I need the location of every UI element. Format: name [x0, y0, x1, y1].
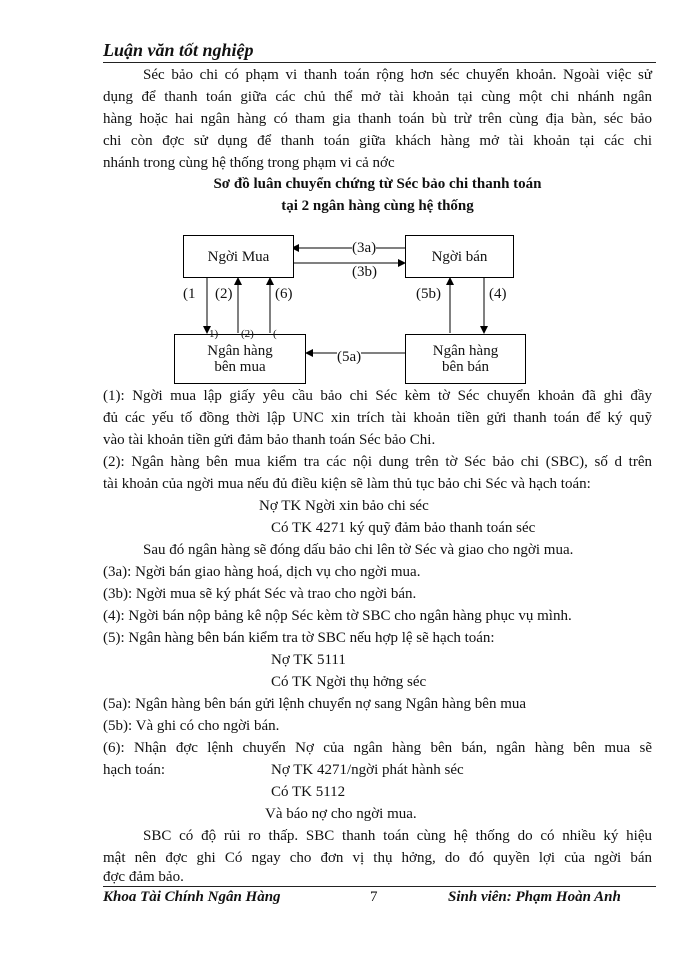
label-3a: (3a)	[352, 240, 377, 256]
label-5a: (5a)	[337, 349, 362, 365]
closing-line: đợc đảm bảo.	[103, 869, 184, 885]
label-1: (1	[183, 286, 196, 302]
diagram-title: Sơ đồ luân chuyển chứng từ Séc bảo chi thanh toán	[213, 176, 542, 192]
label-fragment: 1)	[209, 328, 219, 340]
step-1-line: đủ các yếu tố đồng thời lập UNC xin trích tài khoản tiền gửi thanh toán để ký quỹ	[103, 410, 652, 426]
label-5b: (5b)	[416, 286, 441, 302]
step-1-line: vào tài khoản tiền gửi đảm bảo thanh toán Séc bảo Chi.	[103, 432, 436, 448]
seller-box	[405, 235, 514, 278]
footer-student: Sinh viên: Phạm Hoàn Anh	[448, 889, 621, 905]
label-2: (2)	[215, 286, 233, 302]
bank-buyer-line1: Ngân hàng	[207, 343, 273, 359]
step-6: (6): Nhận đợc lệnh chuyển Nợ của ngân hàng bên bán, ngân hàng bên mua sẽ	[103, 740, 652, 756]
accounting-debit: Nợ TK 4271/ngời phát hành séc	[271, 762, 464, 778]
accounting-credit: Có TK Ngời thụ hởng séc	[271, 674, 427, 690]
intro-line: dụng để thanh toán giữa các chủ thể mở tài khoản tại cùng một chi nhánh ngân	[103, 89, 652, 105]
label-3b: (3b)	[352, 264, 377, 280]
step-5: (5): Ngân hàng bên bán kiểm tra tờ SBC nếu hợp lệ sẽ hạch toán:	[103, 630, 495, 646]
intro-line: nhánh trong cùng hệ thống trong phạm vi cả nớc	[103, 155, 395, 171]
buyer-box	[183, 235, 294, 278]
label-fragment: (	[273, 328, 277, 340]
accounting-debit: Nợ TK Ngời xin bảo chi séc	[259, 498, 429, 514]
intro-line: hàng hoặc hai ngân hàng có tham gia thanh toán bù trừ trên cùng địa bàn, séc bảo	[103, 111, 652, 127]
step-4: (4): Ngời bán nộp bảng kê nộp Séc kèm tờ SBC cho ngân hàng phục vụ mình.	[103, 608, 572, 624]
page-header-title: Luận văn tốt nghiệp	[103, 40, 254, 60]
bank-seller-line1: Ngân hàng	[432, 343, 499, 359]
step-2-followup: Sau đó ngân hàng sẽ đóng dấu bảo chi lên tờ Séc và giao cho ngời mua.	[143, 542, 574, 558]
accounting-debit: Nợ TK 5111	[271, 652, 346, 668]
step-1-line: (1): Ngời mua lập giấy yêu cầu bảo chi Séc kèm tờ Séc chuyển khoản đã ghi đầy	[103, 388, 652, 404]
label-6: (6)	[275, 286, 293, 302]
closing-line: SBC có độ rủi ro thấp. SBC thanh toán cùng hệ thống do có nhiều ký hiệu	[143, 828, 652, 844]
step-3b: (3b): Ngời mua sẽ ký phát Séc và trao cho ngời bán.	[103, 586, 417, 602]
seller-label: Ngời bán	[431, 248, 488, 265]
step-5a: (5a): Ngân hàng bên bán gửi lệnh chuyển nợ sang Ngân hàng bên mua	[103, 696, 527, 712]
bank-buyer-line2: bên mua	[214, 359, 266, 375]
diagram-arrows	[0, 0, 700, 400]
bank-seller-line2: bên bán	[441, 359, 490, 375]
footer-faculty: Khoa Tài Chính Ngân Hàng	[103, 889, 281, 905]
step-3a: (3a): Ngời bán giao hàng hoá, dịch vụ cho ngời mua.	[103, 564, 421, 580]
footer-rule	[103, 886, 656, 887]
step-2-line: tài khoản của ngời mua nếu đủ điều kiện sẽ làm thủ tục bảo chi Séc và hạch toán:	[103, 476, 591, 492]
closing-line: mật nên đợc ghi Có ngay cho đơn vị thụ hởng, do đó quyền lợi của ngời bán	[103, 850, 652, 866]
label-4: (4)	[489, 286, 507, 302]
intro-line: chi còn đợc sử dụng để thanh toán giữa khách hàng mở tài khoản tại các chi	[103, 133, 652, 149]
diagram-subtitle: tại 2 ngân hàng cùng hệ thống	[281, 198, 474, 214]
accounting-credit: Có TK 4271 ký quỹ đảm bảo thanh toán séc	[271, 520, 536, 536]
buyer-label: Ngời Mua	[207, 248, 270, 265]
step-6-continued: hạch toán:	[103, 762, 166, 778]
accounting-credit: Có TK 5112	[271, 784, 346, 800]
bank-buyer-box	[174, 334, 306, 384]
page-number: 7	[370, 889, 378, 905]
intro-line: Séc bảo chi có phạm vi thanh toán rộng hơn séc chuyển khoản. Ngoài việc sử	[143, 67, 652, 83]
bank-seller-box	[405, 334, 526, 384]
label-fragment: (2)	[241, 328, 254, 340]
step-5b: (5b): Và ghi có cho ngời bán.	[103, 718, 280, 734]
step-2-line: (2): Ngân hàng bên mua kiểm tra các nội dung trên tờ Séc bảo chi (SBC), số d trên	[103, 454, 652, 470]
accounting-note: Và báo nợ cho ngời mua.	[265, 806, 417, 822]
